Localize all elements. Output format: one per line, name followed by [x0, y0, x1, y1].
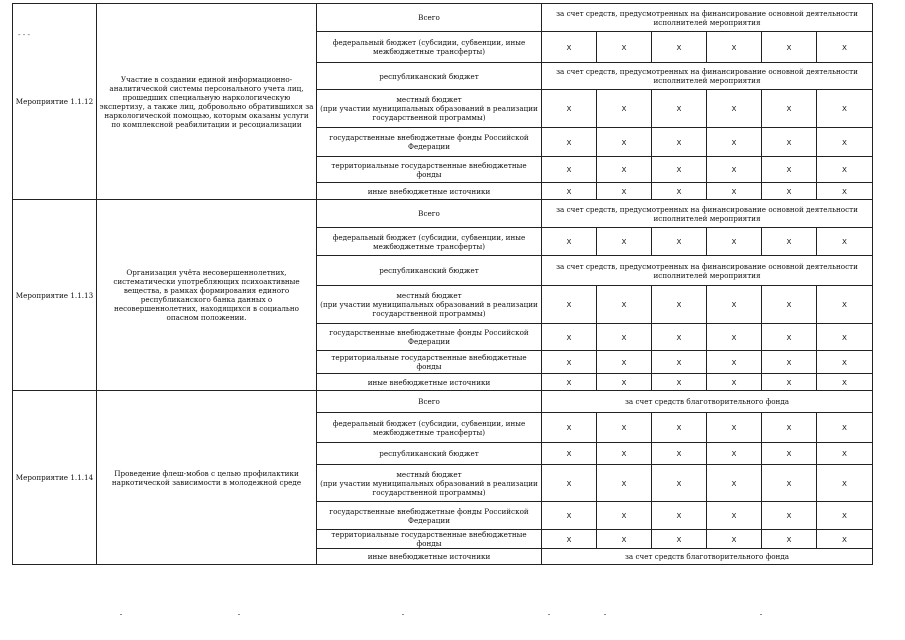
x-cell: X — [542, 183, 597, 200]
x-cell: X — [597, 128, 652, 157]
x-cell: X — [817, 286, 873, 324]
x-cell: X — [652, 90, 707, 128]
x-cell: X — [597, 465, 652, 502]
x-cell: X — [597, 228, 652, 256]
x-cell: X — [542, 351, 597, 374]
x-cell: X — [542, 502, 597, 530]
x-cell: X — [707, 374, 762, 391]
x-cell: X — [652, 351, 707, 374]
x-cell: X — [707, 183, 762, 200]
x-cell: X — [652, 374, 707, 391]
funding-note: за счет средств благотворительного фонда — [542, 549, 873, 565]
x-cell: X — [707, 32, 762, 63]
x-cell: X — [817, 157, 873, 183]
funding-note: за счет средств, предусмотренных на финансирование основной деятельности исполнителей мероприятия — [542, 256, 873, 286]
funding-note: за счет средств, предусмотренных на финансирование основной деятельности исполнителей мероприятия — [542, 63, 873, 90]
x-cell: X — [707, 351, 762, 374]
x-cell: X — [542, 128, 597, 157]
x-cell: X — [652, 183, 707, 200]
x-cell: X — [542, 413, 597, 443]
table-row — [13, 200, 873, 228]
x-cell: X — [762, 351, 817, 374]
scan-dot — [120, 614, 122, 615]
source-other: иные внебюджетные источники — [317, 549, 542, 565]
x-cell: X — [762, 324, 817, 351]
x-cell: X — [597, 351, 652, 374]
x-cell: X — [817, 32, 873, 63]
x-cell: X — [817, 374, 873, 391]
x-cell: X — [707, 128, 762, 157]
x-cell: X — [707, 286, 762, 324]
source-other: иные внебюджетные источники — [317, 183, 542, 200]
x-cell: X — [762, 183, 817, 200]
x-cell: X — [597, 183, 652, 200]
source-republic: республиканский бюджет — [317, 443, 542, 465]
x-cell: X — [652, 465, 707, 502]
x-cell: X — [817, 413, 873, 443]
x-cell: X — [817, 228, 873, 256]
scan-dot — [548, 614, 550, 615]
x-cell: X — [597, 443, 652, 465]
x-cell: X — [707, 90, 762, 128]
measure-description: Участие в создании единой информационно-аналитической системы персонального учета лиц, прошедших специальную наркологическую экспертизу, а также лиц, добровольно обратившихся за наркологической помощью, которым оказаны услуги по комплексной реабилитации и ресоциализации — [97, 4, 317, 200]
x-cell: X — [817, 502, 873, 530]
x-cell: X — [597, 90, 652, 128]
source-local: местный бюджет (при участии муниципальных образований в реализации государственной программы) — [317, 90, 542, 128]
source-federal: федеральный бюджет (субсидии, субвенции, иные межбюджетные трансферты) — [317, 413, 542, 443]
x-cell: X — [542, 465, 597, 502]
x-cell: X — [762, 443, 817, 465]
funding-note: за счет средств, предусмотренных на финансирование основной деятельности исполнителей мероприятия — [542, 4, 873, 32]
source-republic: республиканский бюджет — [317, 63, 542, 90]
x-cell: X — [707, 228, 762, 256]
x-cell: X — [597, 157, 652, 183]
source-extrabudget-funds: государственные внебюджетные фонды Российской Федерации — [317, 128, 542, 157]
x-cell: X — [762, 502, 817, 530]
x-cell: X — [597, 413, 652, 443]
x-cell: X — [652, 530, 707, 549]
x-cell: X — [762, 286, 817, 324]
x-cell: X — [817, 530, 873, 549]
source-federal: федеральный бюджет (субсидии, субвенции, иные межбюджетные трансферты) — [317, 228, 542, 256]
x-cell: X — [762, 228, 817, 256]
x-cell: X — [542, 157, 597, 183]
x-cell: X — [707, 465, 762, 502]
x-cell: X — [542, 530, 597, 549]
x-cell: X — [707, 530, 762, 549]
x-cell: X — [817, 324, 873, 351]
x-cell: X — [652, 128, 707, 157]
x-cell: X — [597, 502, 652, 530]
x-cell: X — [707, 502, 762, 530]
x-cell: X — [707, 157, 762, 183]
x-cell: X — [652, 286, 707, 324]
x-cell: X — [762, 530, 817, 549]
source-total: Всего — [317, 200, 542, 228]
source-other: иные внебюджетные источники — [317, 374, 542, 391]
x-cell: X — [707, 443, 762, 465]
x-cell: X — [762, 32, 817, 63]
x-cell: X — [542, 286, 597, 324]
x-cell: X — [707, 324, 762, 351]
scan-artifacts — [0, 614, 905, 620]
x-cell: X — [542, 32, 597, 63]
x-cell: X — [762, 128, 817, 157]
measure-id: Мероприятие 1.1.12 — [13, 4, 97, 200]
x-cell: X — [652, 228, 707, 256]
measure-description: Организация учёта несовершеннолетних, систематически употребляющих психоактивные вещества, в рамках формирования единого республиканского банка данных о несовершеннолетних, находящихся в социально опасном положении. — [97, 200, 317, 391]
x-cell: X — [817, 128, 873, 157]
scan-dot — [402, 614, 404, 615]
x-cell: X — [817, 465, 873, 502]
x-cell: X — [542, 228, 597, 256]
x-cell: X — [707, 413, 762, 443]
x-cell: X — [542, 90, 597, 128]
table-row — [13, 391, 873, 413]
x-cell: X — [652, 157, 707, 183]
source-territorial-funds: территориальные государственные внебюджетные фонды — [317, 157, 542, 183]
x-cell: X — [542, 374, 597, 391]
x-cell: X — [762, 413, 817, 443]
x-cell: X — [652, 413, 707, 443]
x-cell: X — [817, 351, 873, 374]
x-cell: X — [597, 324, 652, 351]
measure-id: Мероприятие 1.1.14 — [13, 391, 97, 565]
source-extrabudget-funds: государственные внебюджетные фонды Российской Федерации — [317, 324, 542, 351]
scan-dot — [604, 614, 606, 615]
x-cell: X — [542, 443, 597, 465]
x-cell: X — [817, 90, 873, 128]
funding-note: за счет средств благотворительного фонда — [542, 391, 873, 413]
measure-id: Мероприятие 1.1.13 — [13, 200, 97, 391]
x-cell: X — [652, 32, 707, 63]
scan-dot — [238, 614, 240, 615]
source-extrabudget-funds: государственные внебюджетные фонды Российской Федерации — [317, 502, 542, 530]
source-republic: республиканский бюджет — [317, 256, 542, 286]
source-total: Всего — [317, 391, 542, 413]
budget-table — [12, 3, 873, 565]
source-total: Всего — [317, 4, 542, 32]
source-federal: федеральный бюджет (субсидии, субвенции, иные межбюджетные трансферты) — [317, 32, 542, 63]
x-cell: X — [597, 530, 652, 549]
x-cell: X — [762, 374, 817, 391]
x-cell: X — [762, 465, 817, 502]
x-cell: X — [597, 286, 652, 324]
x-cell: X — [597, 374, 652, 391]
corner-mark: - - - — [18, 31, 31, 39]
measure-description: Проведение флеш-мобов с целью профилактики наркотической зависимости в молодежной среде — [97, 391, 317, 565]
source-local: местный бюджет (при участии муниципальных образований в реализации государственной программы) — [317, 286, 542, 324]
x-cell: X — [652, 502, 707, 530]
x-cell: X — [652, 443, 707, 465]
x-cell: X — [817, 183, 873, 200]
x-cell: X — [762, 157, 817, 183]
source-territorial-funds: территориальные государственные внебюджетные фонды — [317, 530, 542, 549]
x-cell: X — [652, 324, 707, 351]
x-cell: X — [597, 32, 652, 63]
x-cell: X — [542, 324, 597, 351]
x-cell: X — [762, 90, 817, 128]
funding-note: за счет средств, предусмотренных на финансирование основной деятельности исполнителей мероприятия — [542, 200, 873, 228]
table-row — [13, 4, 873, 32]
x-cell: X — [817, 443, 873, 465]
source-local: местный бюджет (при участии муниципальных образований в реализации государственной программы) — [317, 465, 542, 502]
scan-dot — [760, 614, 762, 615]
source-territorial-funds: территориальные государственные внебюджетные фонды — [317, 351, 542, 374]
